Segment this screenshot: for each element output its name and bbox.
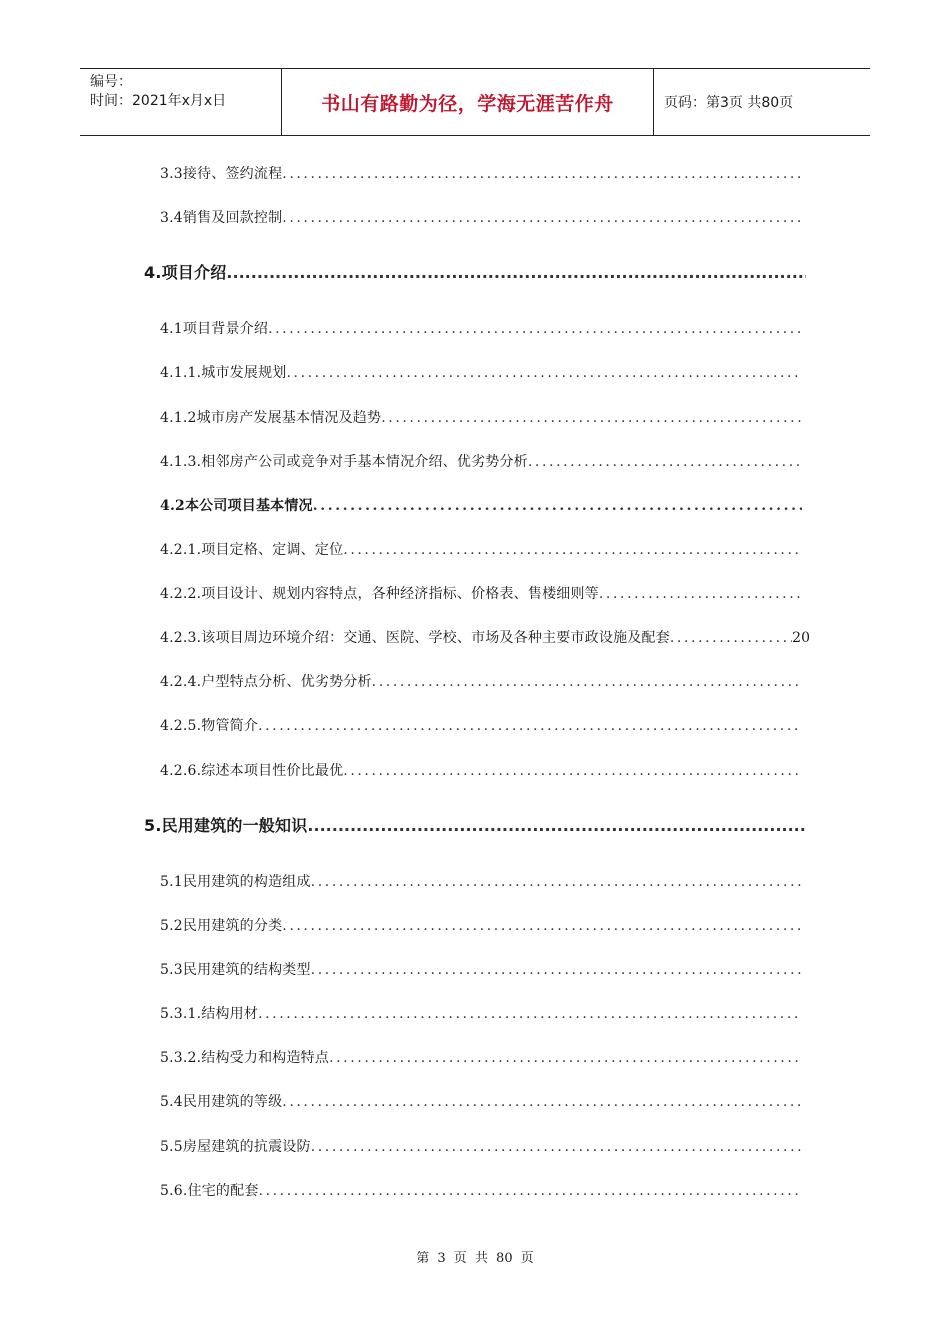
- dot-leader: [381, 410, 802, 426]
- dot-leader: [372, 674, 802, 690]
- toc-entry[interactable]: [160, 207, 802, 227]
- dot-leader: [282, 166, 802, 182]
- toc-entry[interactable]: [160, 163, 802, 183]
- dot-leader: [343, 542, 802, 558]
- toc-entry-label: 4.1.1.城市发展规划: [160, 365, 287, 381]
- dot-leader: [343, 763, 802, 779]
- toc-entry-label: 5.3.2.结构受力和构造特点: [160, 1050, 330, 1066]
- document-number-label: 编号：: [90, 74, 132, 90]
- toc-entry[interactable]: [160, 627, 810, 647]
- toc-entry-label: 5.1民用建筑的构造组成: [160, 874, 311, 890]
- toc-entry-label: 4.1项目背景介绍: [160, 321, 269, 337]
- toc-entry[interactable]: [160, 1136, 802, 1156]
- toc-entry[interactable]: [160, 583, 802, 603]
- toc-entry[interactable]: [160, 871, 802, 891]
- dot-leader: [599, 586, 802, 602]
- header-page-label: 页码：第3页 共80页: [664, 95, 794, 111]
- toc-entry-label: 5.2民用建筑的分类: [160, 918, 283, 934]
- toc-entry[interactable]: [160, 715, 802, 735]
- toc-entry[interactable]: [160, 1180, 802, 1200]
- toc-chapter-label: 4.项目介绍: [144, 263, 227, 282]
- toc-entry-label: 5.6.住宅的配套: [160, 1183, 259, 1199]
- toc-entry[interactable]: [160, 495, 802, 515]
- document-date-label: 时间：2021年x月x日: [90, 93, 227, 109]
- page-footer: 第 3 页 共 80 页: [416, 1251, 534, 1266]
- header-motto: 书山有路勤为径，学海无涯苦作舟: [282, 69, 654, 135]
- toc-entry-label: 4.2.4.户型特点分析、优劣势分析: [160, 674, 372, 690]
- toc-entry-label: 5.3民用建筑的结构类型: [160, 962, 311, 978]
- dot-leader: [282, 1094, 802, 1110]
- dot-leader: [258, 718, 802, 734]
- toc-entry[interactable]: [160, 362, 802, 382]
- dot-leader: [670, 630, 792, 646]
- dot-leader: [226, 263, 806, 282]
- toc-entry-label: 5.3.1.结构用材: [160, 1006, 259, 1022]
- toc-entry[interactable]: [160, 1003, 802, 1023]
- dot-leader: [311, 874, 802, 890]
- dot-leader: [259, 1183, 802, 1199]
- toc-entry-label: 4.2.5.物管简介: [160, 718, 259, 734]
- dot-leader: [258, 1006, 802, 1022]
- toc-entry-label: 3.4销售及回款控制: [160, 210, 283, 226]
- dot-leader: [268, 321, 802, 337]
- toc-entry-label: 5.5房屋建筑的抗震设防: [160, 1139, 311, 1155]
- toc-entry-label: 4.1.2城市房产发展基本情况及趋势: [160, 410, 382, 426]
- dot-leader: [307, 816, 806, 835]
- toc-entry-page: 20: [792, 630, 810, 646]
- toc-entry-label: 3.3接待、签约流程: [160, 166, 283, 182]
- toc-entry-label: 4.2.3.该项目周边环境介绍：交通、医院、学校、市场及各种主要市政设施及配套: [160, 630, 670, 646]
- toc-entry-label: 4.2.1.项目定格、定调、定位: [160, 542, 344, 558]
- dot-leader: [286, 365, 802, 381]
- toc-entry-label: 4.2.6.综述本项目性价比最优: [160, 763, 344, 779]
- dot-leader: [282, 918, 802, 934]
- dot-leader: [311, 962, 802, 978]
- toc-entry[interactable]: [160, 407, 802, 427]
- dot-leader: [528, 454, 802, 470]
- dot-leader: [311, 1139, 802, 1155]
- toc-entry-label: 4.2本公司项目基本情况: [160, 498, 313, 514]
- toc-entry-label: 4.1.3.相邻房产公司或竞争对手基本情况介绍、优劣势分析: [160, 454, 528, 470]
- toc-entry[interactable]: [160, 539, 802, 559]
- toc-entry[interactable]: [160, 1047, 802, 1067]
- toc-chapter-label: 5.民用建筑的一般知识: [144, 816, 308, 835]
- toc-entry[interactable]: [160, 671, 802, 691]
- toc-entry[interactable]: [160, 1091, 802, 1111]
- toc-entry[interactable]: [160, 318, 802, 338]
- toc-entry-label: 5.4民用建筑的等级: [160, 1094, 283, 1110]
- toc-entry[interactable]: [160, 451, 802, 471]
- dot-leader: [313, 498, 802, 514]
- toc-chapter[interactable]: [144, 813, 806, 836]
- dot-leader: [282, 210, 802, 226]
- toc-entry[interactable]: [160, 915, 802, 935]
- dot-leader: [329, 1050, 802, 1066]
- toc-chapter[interactable]: [144, 260, 806, 283]
- toc-entry-label: 4.2.2.项目设计、规划内容特点，各种经济指标、价格表、售楼细则等: [160, 586, 599, 602]
- toc-entry[interactable]: [160, 760, 802, 780]
- toc-entry[interactable]: [160, 959, 802, 979]
